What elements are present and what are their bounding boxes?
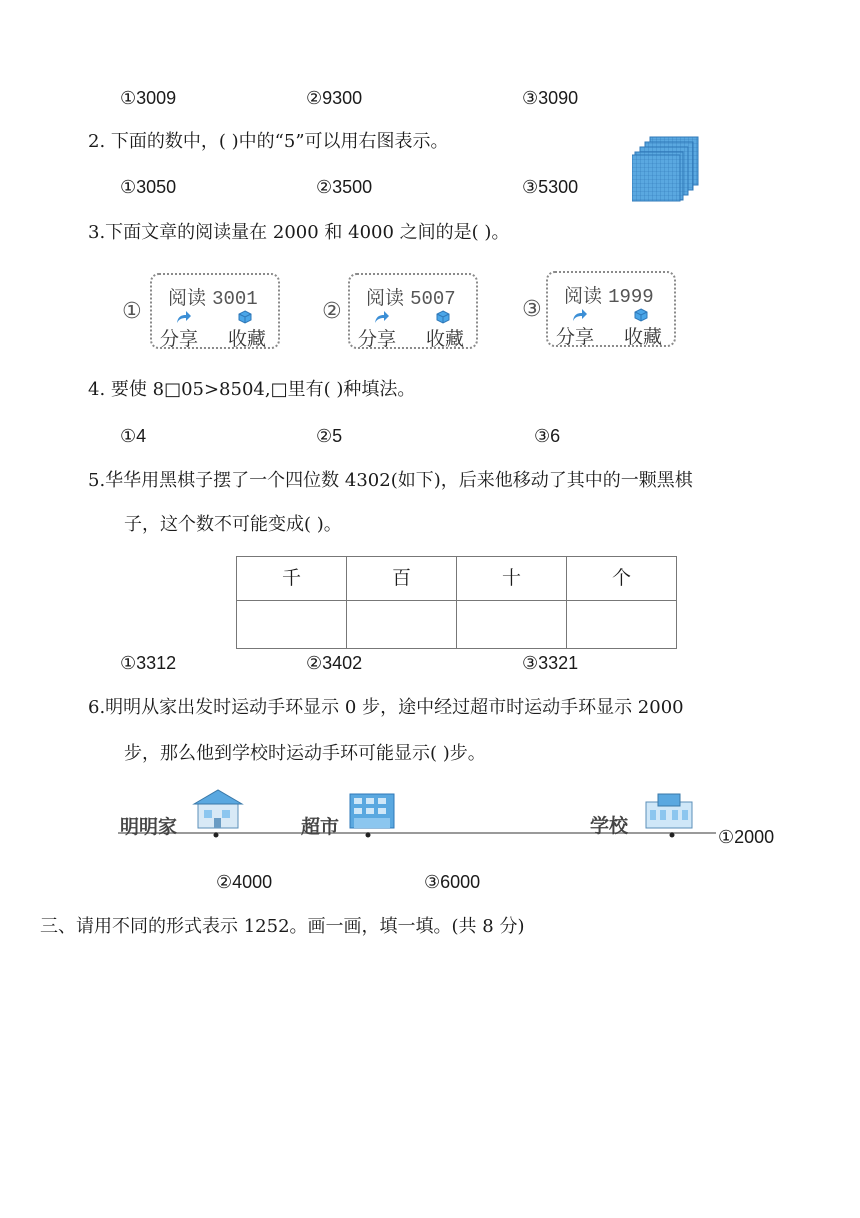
map-label-supermarket: 超市 [301, 816, 340, 838]
q4-option-3: ③6 [534, 426, 561, 446]
q1-option-2: ②9300 [306, 88, 363, 108]
place-header-tens: 十 [457, 557, 567, 601]
share-label: 分享 [358, 328, 397, 350]
q5-option-3: ③3321 [522, 653, 579, 673]
reading-card-3 [546, 271, 676, 347]
q4-question: 4. 要使 8□05>8504,□里有( )种填法。 [88, 379, 416, 400]
q6-option-1: ①2000 [718, 827, 775, 847]
share-label: 分享 [160, 328, 199, 350]
map-label-home: 明明家 [120, 816, 178, 838]
q3-question: 3.下面文章的阅读量在 2000 和 4000 之间的是( )。 [88, 222, 510, 243]
q3-card-mark-2: ② [322, 299, 342, 324]
place-cell [567, 601, 677, 649]
place-header-thousands: 千 [237, 557, 347, 601]
favorite-label: 收藏 [624, 326, 663, 348]
q2-question: 2. 下面的数中，( )中的“5”可以用右图表示。 [88, 131, 449, 152]
q1-option-3: ③3090 [522, 88, 579, 108]
thousand-cube-blocks-icon [632, 135, 700, 207]
place-cell [457, 601, 567, 649]
place-cell [237, 601, 347, 649]
q5-question-line-2: 子，这个数不可能变成( )。 [124, 514, 342, 535]
place-header-hundreds: 百 [347, 557, 457, 601]
favorite-label: 收藏 [228, 328, 267, 350]
favorite-label: 收藏 [426, 328, 465, 350]
q6-question-line-2: 步，那么他到学校时运动手环可能显示( )步。 [124, 743, 486, 764]
reading-card-2 [348, 273, 478, 349]
read-label: 阅读 5007 [366, 287, 456, 310]
q3-card-mark-1: ① [122, 299, 142, 324]
reading-card-1 [150, 273, 280, 349]
q5-option-2: ②3402 [306, 653, 363, 673]
q5-question-line-1: 5.华华用黑棋子摆了一个四位数 4302(如下)，后来他移动了其中的一颗黑棋 [88, 470, 693, 491]
read-label: 阅读 1999 [564, 285, 654, 308]
share-icon [374, 310, 390, 324]
map-label-school: 学校 [590, 815, 629, 837]
q2-option-3: ③5300 [522, 177, 579, 197]
q6-question-line-1: 6.明明从家出发时运动手环显示 0 步，途中经过超市时运动手环显示 2000 [88, 697, 684, 718]
place-header-ones: 个 [567, 557, 677, 601]
place-value-table [236, 556, 677, 649]
share-label: 分享 [556, 326, 595, 348]
favorite-icon [238, 310, 252, 324]
q2-option-1: ①3050 [120, 177, 177, 197]
section-3-heading: 三、请用不同的形式表示 1252。画一画，填一填。(共 8 分) [40, 916, 525, 937]
q2-option-2: ②3500 [316, 177, 373, 197]
favorite-icon [634, 308, 648, 322]
place-cell [347, 601, 457, 649]
q4-option-1: ①4 [120, 426, 147, 446]
q6-option-2: ②4000 [216, 872, 273, 892]
share-icon [572, 308, 588, 322]
q5-option-1: ①3312 [120, 653, 177, 673]
read-label: 阅读 3001 [168, 287, 258, 310]
q1-option-1: ①3009 [120, 88, 177, 108]
q4-option-2: ②5 [316, 426, 343, 446]
share-icon [176, 310, 192, 324]
favorite-icon [436, 310, 450, 324]
q3-card-mark-3: ③ [522, 297, 542, 322]
q6-option-3: ③6000 [424, 872, 481, 892]
